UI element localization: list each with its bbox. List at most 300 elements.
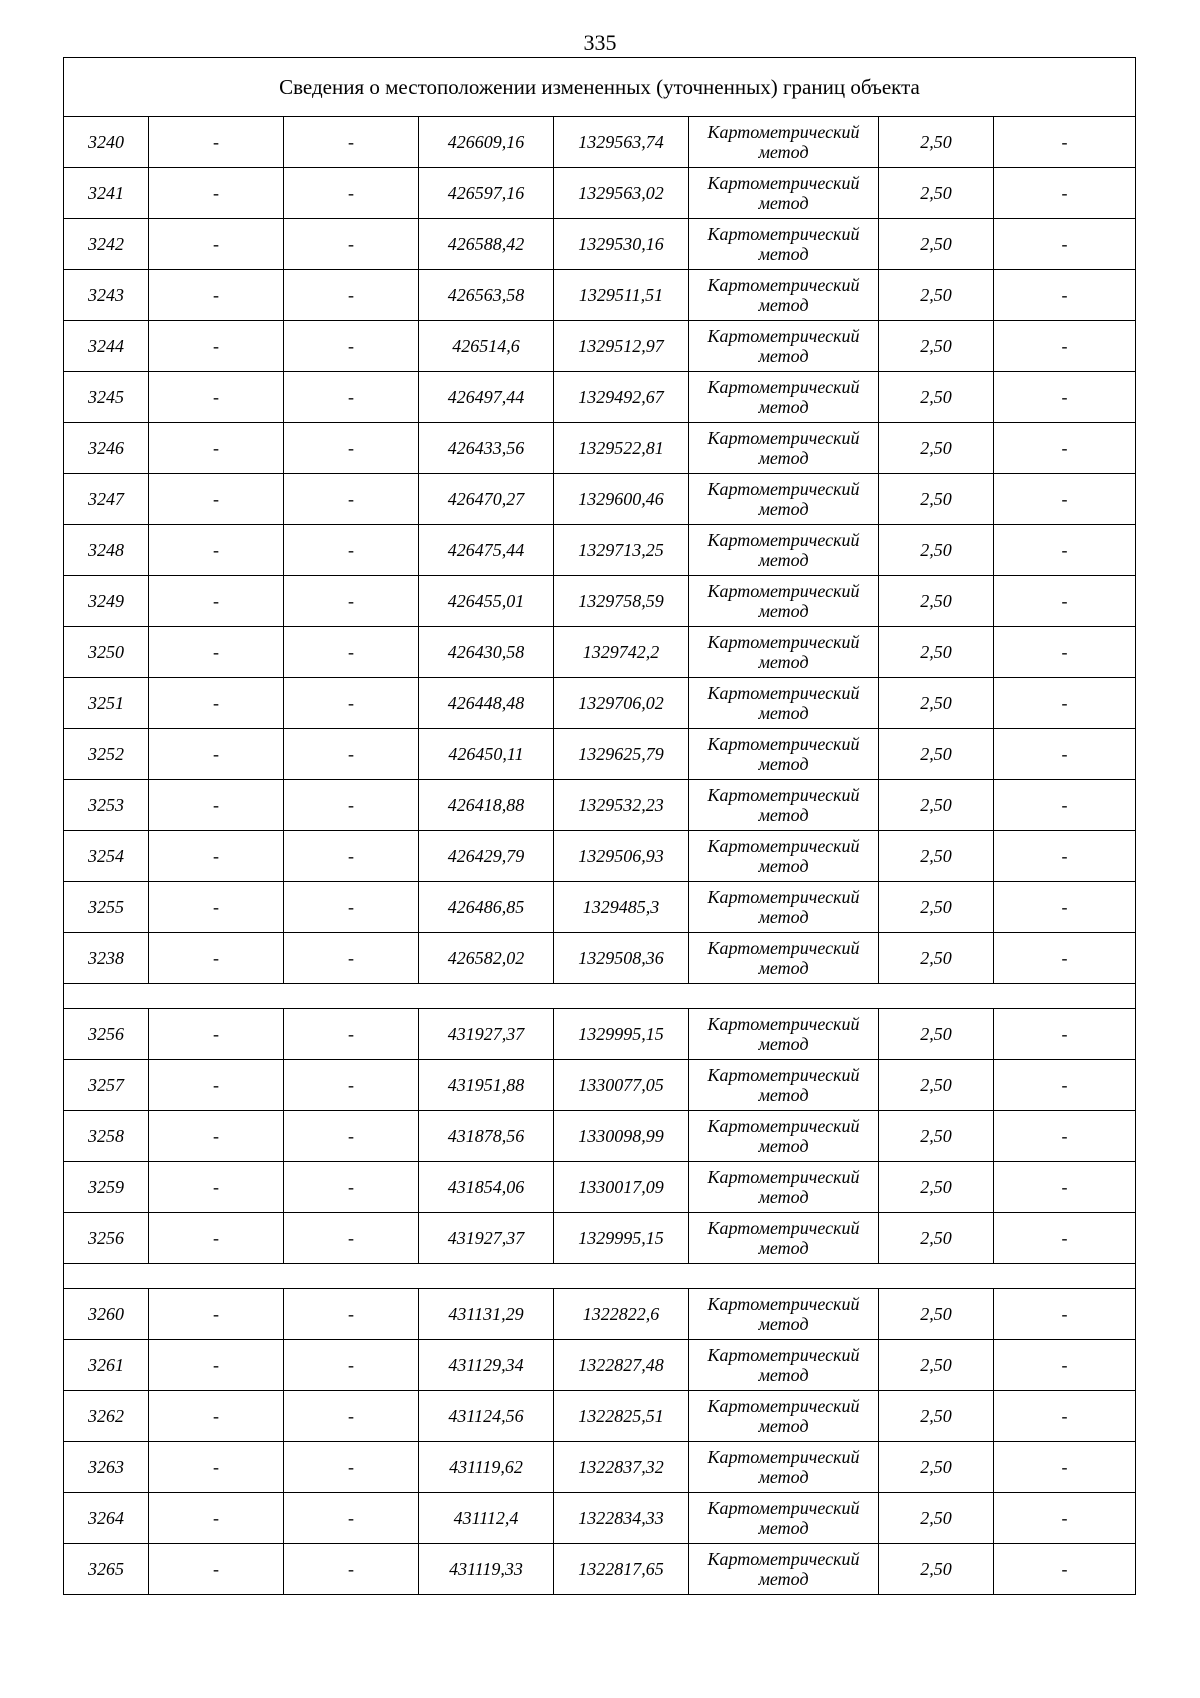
table-row (64, 678, 1136, 729)
description-dash-cell: - (994, 1289, 1136, 1340)
x-coordinate-cell: 426455,01 (419, 576, 554, 627)
method-cell (689, 882, 879, 933)
table-row (64, 1493, 1136, 1544)
method-line-2: метод (758, 1569, 809, 1589)
method-line-1: Картометрический (707, 581, 860, 601)
empty-dash-cell: - (149, 729, 284, 780)
method-line-1: Картометрический (707, 632, 860, 652)
description-dash-cell: - (994, 1111, 1136, 1162)
method-line-1: Картометрический (707, 1549, 860, 1569)
method-line-2: метод (758, 244, 809, 264)
method-cell (689, 1493, 879, 1544)
table-row (64, 1289, 1136, 1340)
separator-cell (64, 1264, 1136, 1289)
point-id-cell: 3241 (64, 168, 149, 219)
accuracy-cell: 2,50 (879, 1289, 994, 1340)
section-separator (64, 1264, 1136, 1289)
accuracy-cell: 2,50 (879, 168, 994, 219)
method-cell (689, 1442, 879, 1493)
description-dash-cell: - (994, 780, 1136, 831)
x-coordinate-cell: 431112,4 (419, 1493, 554, 1544)
point-id-cell: 3247 (64, 474, 149, 525)
method-line-1: Картометрический (707, 173, 860, 193)
empty-dash-cell: - (284, 372, 419, 423)
method-cell (689, 831, 879, 882)
accuracy-cell: 2,50 (879, 1009, 994, 1060)
accuracy-cell: 2,50 (879, 474, 994, 525)
method-cell (689, 729, 879, 780)
y-coordinate-cell: 1329530,16 (554, 219, 689, 270)
method-cell (689, 1060, 879, 1111)
empty-dash-cell: - (149, 1060, 284, 1111)
point-id-cell: 3253 (64, 780, 149, 831)
accuracy-cell: 2,50 (879, 1340, 994, 1391)
method-line-1: Картометрический (707, 1396, 860, 1416)
point-id-cell: 3250 (64, 627, 149, 678)
method-line-1: Картометрический (707, 1345, 860, 1365)
method-line-2: метод (758, 499, 809, 519)
method-cell (689, 780, 879, 831)
table-row (64, 372, 1136, 423)
point-id-cell: 3252 (64, 729, 149, 780)
accuracy-cell: 2,50 (879, 1544, 994, 1595)
method-line-1: Картометрический (707, 530, 860, 550)
x-coordinate-cell: 431129,34 (419, 1340, 554, 1391)
x-coordinate-cell: 431951,88 (419, 1060, 554, 1111)
accuracy-cell: 2,50 (879, 525, 994, 576)
method-cell (689, 117, 879, 168)
method-cell (689, 525, 879, 576)
method-cell (689, 1213, 879, 1264)
method-line-1: Картометрический (707, 785, 860, 805)
accuracy-cell: 2,50 (879, 1111, 994, 1162)
table-row (64, 933, 1136, 984)
table-row (64, 270, 1136, 321)
description-dash-cell: - (994, 117, 1136, 168)
method-line-2: метод (758, 958, 809, 978)
method-line-2: метод (758, 448, 809, 468)
method-cell (689, 627, 879, 678)
description-dash-cell: - (994, 1162, 1136, 1213)
empty-dash-cell: - (149, 882, 284, 933)
description-dash-cell: - (994, 1340, 1136, 1391)
empty-dash-cell: - (284, 780, 419, 831)
method-line-2: метод (758, 1136, 809, 1156)
empty-dash-cell: - (149, 831, 284, 882)
method-line-1: Картометрический (707, 836, 860, 856)
empty-dash-cell: - (284, 933, 419, 984)
method-line-2: метод (758, 1034, 809, 1054)
y-coordinate-cell: 1322834,33 (554, 1493, 689, 1544)
empty-dash-cell: - (149, 933, 284, 984)
point-id-cell: 3262 (64, 1391, 149, 1442)
point-id-cell: 3244 (64, 321, 149, 372)
empty-dash-cell: - (149, 423, 284, 474)
empty-dash-cell: - (284, 729, 419, 780)
point-id-cell: 3258 (64, 1111, 149, 1162)
y-coordinate-cell: 1329713,25 (554, 525, 689, 576)
description-dash-cell: - (994, 219, 1136, 270)
x-coordinate-cell: 431119,33 (419, 1544, 554, 1595)
point-id-cell: 3243 (64, 270, 149, 321)
x-coordinate-cell: 426429,79 (419, 831, 554, 882)
empty-dash-cell: - (149, 1009, 284, 1060)
table-row (64, 1544, 1136, 1595)
accuracy-cell: 2,50 (879, 1391, 994, 1442)
description-dash-cell: - (994, 525, 1136, 576)
empty-dash-cell: - (149, 219, 284, 270)
method-cell (689, 1340, 879, 1391)
empty-dash-cell: - (149, 270, 284, 321)
accuracy-cell: 2,50 (879, 1442, 994, 1493)
accuracy-cell: 2,50 (879, 372, 994, 423)
description-dash-cell: - (994, 882, 1136, 933)
method-line-1: Картометрический (707, 1065, 860, 1085)
x-coordinate-cell: 431119,62 (419, 1442, 554, 1493)
method-line-1: Картометрический (707, 1447, 860, 1467)
empty-dash-cell: - (149, 168, 284, 219)
point-id-cell: 3263 (64, 1442, 149, 1493)
x-coordinate-cell: 426433,56 (419, 423, 554, 474)
method-cell (689, 423, 879, 474)
empty-dash-cell: - (284, 117, 419, 168)
method-cell (689, 576, 879, 627)
x-coordinate-cell: 431854,06 (419, 1162, 554, 1213)
y-coordinate-cell: 1322822,6 (554, 1289, 689, 1340)
description-dash-cell: - (994, 831, 1136, 882)
point-id-cell: 3254 (64, 831, 149, 882)
table-row (64, 117, 1136, 168)
table-row (64, 423, 1136, 474)
method-line-1: Картометрический (707, 275, 860, 295)
y-coordinate-cell: 1329522,81 (554, 423, 689, 474)
point-id-cell: 3260 (64, 1289, 149, 1340)
table-row (64, 1060, 1136, 1111)
description-dash-cell: - (994, 729, 1136, 780)
y-coordinate-cell: 1329625,79 (554, 729, 689, 780)
method-line-2: метод (758, 856, 809, 876)
method-line-2: метод (758, 805, 809, 825)
y-coordinate-cell: 1329485,3 (554, 882, 689, 933)
method-line-1: Картометрический (707, 122, 860, 142)
empty-dash-cell: - (284, 1111, 419, 1162)
table-row (64, 1391, 1136, 1442)
method-line-2: метод (758, 652, 809, 672)
x-coordinate-cell: 431927,37 (419, 1213, 554, 1264)
empty-dash-cell: - (284, 576, 419, 627)
accuracy-cell: 2,50 (879, 270, 994, 321)
empty-dash-cell: - (284, 1162, 419, 1213)
y-coordinate-cell: 1329600,46 (554, 474, 689, 525)
table-row (64, 627, 1136, 678)
point-id-cell: 3259 (64, 1162, 149, 1213)
table-row (64, 1213, 1136, 1264)
method-line-2: метод (758, 1085, 809, 1105)
description-dash-cell: - (994, 1544, 1136, 1595)
empty-dash-cell: - (149, 474, 284, 525)
x-coordinate-cell: 426563,58 (419, 270, 554, 321)
y-coordinate-cell: 1322825,51 (554, 1391, 689, 1442)
point-id-cell: 3251 (64, 678, 149, 729)
x-coordinate-cell: 426448,48 (419, 678, 554, 729)
description-dash-cell: - (994, 627, 1136, 678)
method-cell (689, 1289, 879, 1340)
method-line-1: Картометрический (707, 1116, 860, 1136)
table-row (64, 474, 1136, 525)
x-coordinate-cell: 426497,44 (419, 372, 554, 423)
description-dash-cell: - (994, 1442, 1136, 1493)
accuracy-cell: 2,50 (879, 627, 994, 678)
point-id-cell: 3242 (64, 219, 149, 270)
method-line-1: Картометрический (707, 326, 860, 346)
empty-dash-cell: - (149, 321, 284, 372)
table-title: Сведения о местоположении измененных (уточненных) границ объекта (64, 58, 1136, 117)
x-coordinate-cell: 426450,11 (419, 729, 554, 780)
description-dash-cell: - (994, 474, 1136, 525)
method-line-1: Картометрический (707, 1167, 860, 1187)
point-id-cell: 3255 (64, 882, 149, 933)
empty-dash-cell: - (284, 678, 419, 729)
x-coordinate-cell: 426588,42 (419, 219, 554, 270)
method-line-2: метод (758, 1314, 809, 1334)
empty-dash-cell: - (284, 1009, 419, 1060)
accuracy-cell: 2,50 (879, 1060, 994, 1111)
empty-dash-cell: - (149, 1442, 284, 1493)
point-id-cell: 3265 (64, 1544, 149, 1595)
x-coordinate-cell: 426430,58 (419, 627, 554, 678)
empty-dash-cell: - (149, 372, 284, 423)
coordinates-table (63, 57, 1136, 1595)
method-cell (689, 372, 879, 423)
method-line-1: Картометрический (707, 938, 860, 958)
table-title-row (64, 58, 1136, 117)
empty-dash-cell: - (149, 525, 284, 576)
table-row (64, 1162, 1136, 1213)
point-id-cell: 3256 (64, 1213, 149, 1264)
method-line-2: метод (758, 1365, 809, 1385)
method-line-2: метод (758, 1187, 809, 1207)
point-id-cell: 3245 (64, 372, 149, 423)
y-coordinate-cell: 1322817,65 (554, 1544, 689, 1595)
x-coordinate-cell: 431124,56 (419, 1391, 554, 1442)
accuracy-cell: 2,50 (879, 576, 994, 627)
empty-dash-cell: - (284, 831, 419, 882)
accuracy-cell: 2,50 (879, 1493, 994, 1544)
x-coordinate-cell: 431927,37 (419, 1009, 554, 1060)
y-coordinate-cell: 1329492,67 (554, 372, 689, 423)
y-coordinate-cell: 1329508,36 (554, 933, 689, 984)
method-cell (689, 678, 879, 729)
method-line-2: метод (758, 1416, 809, 1436)
x-coordinate-cell: 431131,29 (419, 1289, 554, 1340)
description-dash-cell: - (994, 372, 1136, 423)
method-line-2: метод (758, 907, 809, 927)
accuracy-cell: 2,50 (879, 678, 994, 729)
method-line-2: метод (758, 550, 809, 570)
accuracy-cell: 2,50 (879, 321, 994, 372)
y-coordinate-cell: 1329532,23 (554, 780, 689, 831)
method-line-1: Картометрический (707, 1498, 860, 1518)
method-line-2: метод (758, 1238, 809, 1258)
y-coordinate-cell: 1329511,51 (554, 270, 689, 321)
x-coordinate-cell: 426475,44 (419, 525, 554, 576)
empty-dash-cell: - (284, 882, 419, 933)
method-cell (689, 270, 879, 321)
y-coordinate-cell: 1329758,59 (554, 576, 689, 627)
point-id-cell: 3249 (64, 576, 149, 627)
method-line-2: метод (758, 601, 809, 621)
empty-dash-cell: - (284, 525, 419, 576)
empty-dash-cell: - (284, 627, 419, 678)
method-line-1: Картометрический (707, 1294, 860, 1314)
table-row (64, 780, 1136, 831)
empty-dash-cell: - (149, 1162, 284, 1213)
empty-dash-cell: - (149, 117, 284, 168)
method-line-2: метод (758, 1518, 809, 1538)
empty-dash-cell: - (149, 1391, 284, 1442)
empty-dash-cell: - (284, 423, 419, 474)
description-dash-cell: - (994, 678, 1136, 729)
empty-dash-cell: - (149, 627, 284, 678)
description-dash-cell: - (994, 270, 1136, 321)
method-line-2: метод (758, 397, 809, 417)
x-coordinate-cell: 426514,6 (419, 321, 554, 372)
method-cell (689, 1391, 879, 1442)
empty-dash-cell: - (149, 780, 284, 831)
empty-dash-cell: - (284, 1340, 419, 1391)
table-row (64, 168, 1136, 219)
method-line-2: метод (758, 703, 809, 723)
method-line-1: Картометрический (707, 224, 860, 244)
point-id-cell: 3240 (64, 117, 149, 168)
accuracy-cell: 2,50 (879, 729, 994, 780)
method-line-1: Картометрический (707, 1218, 860, 1238)
description-dash-cell: - (994, 321, 1136, 372)
y-coordinate-cell: 1329512,97 (554, 321, 689, 372)
method-cell (689, 1111, 879, 1162)
empty-dash-cell: - (149, 1289, 284, 1340)
empty-dash-cell: - (284, 1213, 419, 1264)
table-row (64, 525, 1136, 576)
method-line-1: Картометрический (707, 734, 860, 754)
y-coordinate-cell: 1322827,48 (554, 1340, 689, 1391)
y-coordinate-cell: 1329563,74 (554, 117, 689, 168)
accuracy-cell: 2,50 (879, 117, 994, 168)
y-coordinate-cell: 1329506,93 (554, 831, 689, 882)
empty-dash-cell: - (149, 1544, 284, 1595)
method-line-2: метод (758, 295, 809, 315)
y-coordinate-cell: 1330098,99 (554, 1111, 689, 1162)
table-row (64, 219, 1136, 270)
table-row (64, 1111, 1136, 1162)
point-id-cell: 3261 (64, 1340, 149, 1391)
point-id-cell: 3264 (64, 1493, 149, 1544)
description-dash-cell: - (994, 1213, 1136, 1264)
method-line-2: метод (758, 346, 809, 366)
point-id-cell: 3246 (64, 423, 149, 474)
empty-dash-cell: - (284, 168, 419, 219)
method-line-2: метод (758, 142, 809, 162)
y-coordinate-cell: 1329995,15 (554, 1213, 689, 1264)
method-cell (689, 474, 879, 525)
description-dash-cell: - (994, 576, 1136, 627)
method-line-1: Картометрический (707, 1014, 860, 1034)
accuracy-cell: 2,50 (879, 1213, 994, 1264)
y-coordinate-cell: 1330077,05 (554, 1060, 689, 1111)
point-id-cell: 3248 (64, 525, 149, 576)
point-id-cell: 3238 (64, 933, 149, 984)
method-line-1: Картометрический (707, 377, 860, 397)
description-dash-cell: - (994, 933, 1136, 984)
method-cell (689, 933, 879, 984)
empty-dash-cell: - (284, 219, 419, 270)
accuracy-cell: 2,50 (879, 1162, 994, 1213)
x-coordinate-cell: 426582,02 (419, 933, 554, 984)
y-coordinate-cell: 1329995,15 (554, 1009, 689, 1060)
accuracy-cell: 2,50 (879, 933, 994, 984)
table-row (64, 321, 1136, 372)
empty-dash-cell: - (284, 1289, 419, 1340)
table-row (64, 882, 1136, 933)
description-dash-cell: - (994, 1060, 1136, 1111)
method-cell (689, 1009, 879, 1060)
empty-dash-cell: - (149, 576, 284, 627)
empty-dash-cell: - (284, 321, 419, 372)
method-line-1: Картометрический (707, 887, 860, 907)
method-line-2: метод (758, 754, 809, 774)
method-cell (689, 168, 879, 219)
accuracy-cell: 2,50 (879, 423, 994, 474)
x-coordinate-cell: 426597,16 (419, 168, 554, 219)
method-line-2: метод (758, 193, 809, 213)
empty-dash-cell: - (284, 474, 419, 525)
accuracy-cell: 2,50 (879, 219, 994, 270)
accuracy-cell: 2,50 (879, 780, 994, 831)
separator-cell (64, 984, 1136, 1009)
table-row (64, 1009, 1136, 1060)
x-coordinate-cell: 426486,85 (419, 882, 554, 933)
x-coordinate-cell: 426470,27 (419, 474, 554, 525)
table-row (64, 729, 1136, 780)
x-coordinate-cell: 426609,16 (419, 117, 554, 168)
method-line-2: метод (758, 1467, 809, 1487)
point-id-cell: 3256 (64, 1009, 149, 1060)
method-cell (689, 219, 879, 270)
method-line-1: Картометрический (707, 428, 860, 448)
page-number: 335 (583, 30, 617, 55)
table-row (64, 831, 1136, 882)
x-coordinate-cell: 426418,88 (419, 780, 554, 831)
table-row (64, 576, 1136, 627)
empty-dash-cell: - (284, 1544, 419, 1595)
empty-dash-cell: - (284, 1391, 419, 1442)
method-cell (689, 321, 879, 372)
table-body (64, 58, 1136, 1595)
empty-dash-cell: - (284, 1442, 419, 1493)
y-coordinate-cell: 1329742,2 (554, 627, 689, 678)
empty-dash-cell: - (284, 1493, 419, 1544)
empty-dash-cell: - (149, 678, 284, 729)
empty-dash-cell: - (149, 1111, 284, 1162)
method-line-1: Картометрический (707, 683, 860, 703)
method-cell (689, 1544, 879, 1595)
accuracy-cell: 2,50 (879, 831, 994, 882)
description-dash-cell: - (994, 423, 1136, 474)
description-dash-cell: - (994, 1493, 1136, 1544)
table-row (64, 1442, 1136, 1493)
y-coordinate-cell: 1329563,02 (554, 168, 689, 219)
empty-dash-cell: - (284, 270, 419, 321)
